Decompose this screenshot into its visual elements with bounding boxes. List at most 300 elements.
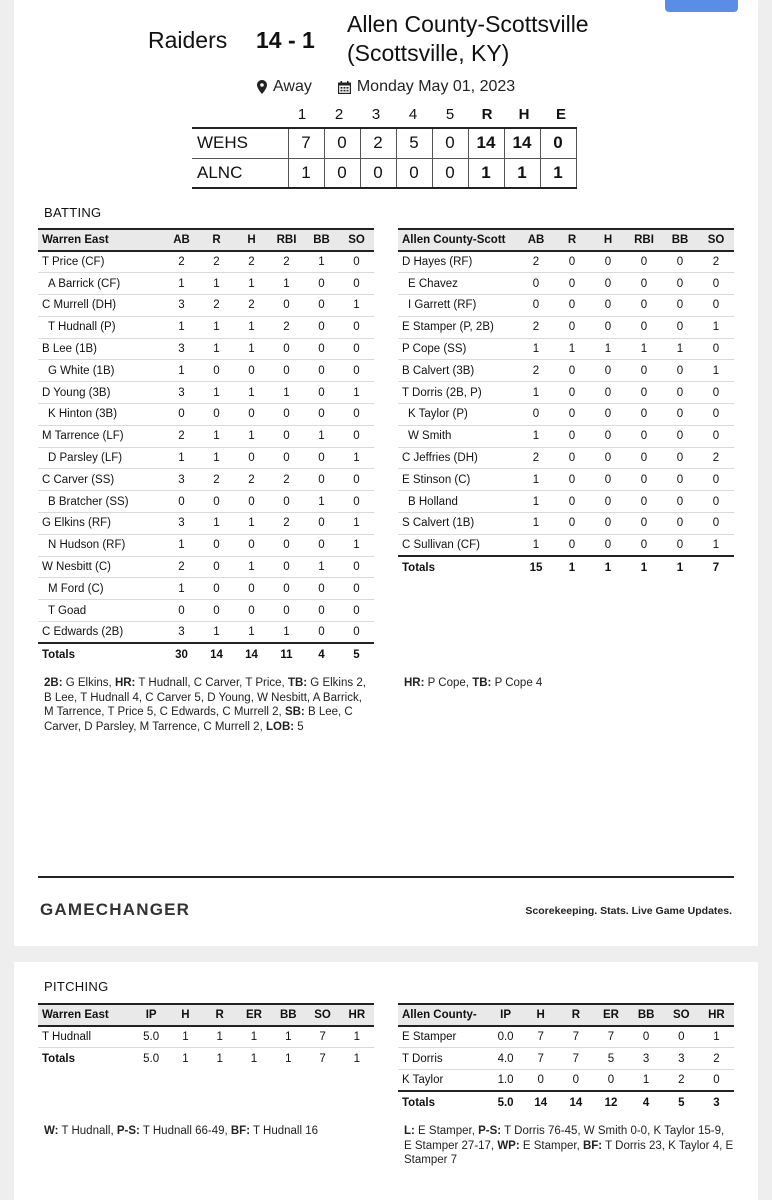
game-date: Monday May 01, 2023 xyxy=(356,78,516,95)
column-header-rbi: RBI xyxy=(626,229,662,251)
stat-value: 7 xyxy=(558,1026,593,1048)
note-label: HR: xyxy=(114,677,136,689)
stat-value: 1 xyxy=(199,447,234,469)
inning-score: 0 xyxy=(432,158,468,188)
total-value: 1 xyxy=(271,1048,305,1070)
stat-value: 1 xyxy=(237,1026,271,1048)
game-info xyxy=(257,78,515,96)
player-name: C Sullivan (CF) xyxy=(398,534,518,556)
stat-value: 1 xyxy=(164,273,199,295)
stat-value: 0 xyxy=(339,491,374,513)
player-row xyxy=(398,469,734,491)
stat-value: 2 xyxy=(234,469,269,491)
stat-value: 0 xyxy=(234,600,269,622)
linescore-row xyxy=(192,128,576,158)
note-label: HR: xyxy=(404,677,425,689)
stat-value: 1 xyxy=(234,425,269,447)
stat-value: 0 xyxy=(590,295,626,317)
stat-value: 3 xyxy=(164,338,199,360)
column-header-h: H xyxy=(590,229,626,251)
total-value: 15 xyxy=(518,556,554,578)
player-row xyxy=(398,534,734,556)
stat-value: 0 xyxy=(554,447,590,469)
inning-score: 0 xyxy=(324,128,360,158)
total-value: 11 xyxy=(269,643,304,665)
stat-value: 0 xyxy=(234,491,269,513)
stat-value: 0 xyxy=(234,360,269,382)
stat-value: 0 xyxy=(698,404,734,426)
stat-value: 0 xyxy=(554,404,590,426)
stat-value: 0 xyxy=(199,404,234,426)
stat-value: 1 xyxy=(199,622,234,644)
total-value: 5.0 xyxy=(488,1091,523,1113)
team-name: Raiders xyxy=(148,27,228,53)
note-text: G Elkins 2, B Lee, T Hudnall 4, C Carver 5, D Young, W Nesbitt, A Barrick, M Tarrence, T Price 5, C Edwards, C Murrell 2, xyxy=(44,677,366,718)
opponent-name-line1: Allen County-Scottsville xyxy=(347,11,589,37)
total-value: 1 xyxy=(237,1048,271,1070)
note-text: T Dorris 76-45, W Smith 0-0, K Taylor 15-9, E Stamper 27-17, xyxy=(404,1125,725,1152)
stat-value: 0 xyxy=(590,447,626,469)
pitching-title: PITCHING xyxy=(44,979,109,994)
player-row xyxy=(38,1026,374,1048)
stat-value: 2 xyxy=(199,251,234,273)
stat-value: 1 xyxy=(234,382,269,404)
inning-score: 5 xyxy=(396,128,432,158)
note-label: P-S: xyxy=(478,1125,502,1137)
stat-value: 0 xyxy=(662,491,698,513)
note-text: T Hudnall 16 xyxy=(250,1125,319,1137)
stat-value: 5.0 xyxy=(134,1026,168,1048)
player-row xyxy=(38,382,374,404)
stat-value: 0 xyxy=(164,491,199,513)
stat-value: 0 xyxy=(164,404,199,426)
stat-value: 0 xyxy=(590,425,626,447)
stat-value: 0 xyxy=(304,360,339,382)
column-header-so: SO xyxy=(305,1004,339,1026)
player-name: B Lee (1B) xyxy=(38,338,164,360)
player-row xyxy=(38,360,374,382)
stat-value: 0 xyxy=(590,404,626,426)
inning-2-header: 2 xyxy=(334,106,344,123)
player-row xyxy=(38,338,374,360)
stat-value: 1 xyxy=(199,316,234,338)
stat-value: 1 xyxy=(518,534,554,556)
stat-value: 2 xyxy=(269,513,304,535)
stat-value: 0 xyxy=(554,273,590,295)
stat-value: 0 xyxy=(698,338,734,360)
column-header-h: H xyxy=(168,1004,202,1026)
totals-row xyxy=(398,556,734,578)
inning-4-header: 4 xyxy=(408,106,418,123)
player-row xyxy=(398,1026,734,1048)
player-name: E Chavez xyxy=(398,273,518,295)
note-label: LOB: xyxy=(265,720,295,733)
stat-value: 1 xyxy=(339,534,374,556)
stat-value: 2 xyxy=(664,1070,699,1092)
stat-value: 0 xyxy=(558,1070,593,1092)
stat-value: 0 xyxy=(269,556,304,578)
player-row xyxy=(398,404,734,426)
stat-value: 0 xyxy=(304,338,339,360)
stat-value: 1 xyxy=(269,622,304,644)
inning-1-header: 1 xyxy=(297,106,307,123)
batting-table-home xyxy=(38,228,374,665)
note-label: W: xyxy=(44,1125,59,1137)
total-value: 7 xyxy=(698,556,734,578)
stat-value: 1 xyxy=(234,273,269,295)
player-name: E Stamper xyxy=(398,1026,488,1048)
player-name: M Tarrence (LF) xyxy=(38,425,164,447)
stat-value: 3 xyxy=(629,1048,664,1070)
stat-value: 0 xyxy=(269,425,304,447)
total-value: 14 xyxy=(199,643,234,665)
player-row xyxy=(38,622,374,644)
player-name: T Goad xyxy=(38,600,164,622)
column-header-so: SO xyxy=(339,229,374,251)
player-name: T Hudnall (P) xyxy=(38,316,164,338)
stat-value: 1 xyxy=(699,1026,734,1048)
errors-header: E xyxy=(555,106,566,123)
stat-value: 2 xyxy=(698,447,734,469)
stat-value: 0 xyxy=(199,600,234,622)
stat-value: 0 xyxy=(554,425,590,447)
player-name: W Nesbitt (C) xyxy=(38,556,164,578)
stat-value: 2 xyxy=(164,251,199,273)
stat-value: 7 xyxy=(523,1048,558,1070)
note-text: T Hudnall, C Carver, T Price, xyxy=(135,677,288,689)
player-name: B Holland xyxy=(398,491,518,513)
player-name: B Bratcher (SS) xyxy=(38,491,164,513)
column-header-bb: BB xyxy=(629,1004,664,1026)
stat-value: 0 xyxy=(554,295,590,317)
stat-value: 0 xyxy=(269,600,304,622)
stat-value: 0 xyxy=(662,251,698,273)
stat-value: 3 xyxy=(164,622,199,644)
total-value: 4 xyxy=(304,643,339,665)
stat-value: 3 xyxy=(164,513,199,535)
stat-value: 1 xyxy=(662,338,698,360)
stat-value: 0 xyxy=(626,316,662,338)
total-value: 3 xyxy=(699,1091,734,1113)
batting-notes-home xyxy=(44,676,374,734)
stat-value: 0 xyxy=(269,295,304,317)
pitching-notes-home xyxy=(44,1124,374,1139)
stat-value: 2 xyxy=(164,425,199,447)
stat-value: 0 xyxy=(662,447,698,469)
totals-label: Totals xyxy=(398,556,518,578)
player-row xyxy=(398,338,734,360)
boxscore-page-2 xyxy=(14,962,758,1200)
stat-value: 1 xyxy=(340,1026,374,1048)
stat-value: 0 xyxy=(269,360,304,382)
stat-value: 0 xyxy=(590,273,626,295)
stat-value: 0 xyxy=(199,556,234,578)
stat-value: 0 xyxy=(626,382,662,404)
stat-value: 0 xyxy=(304,404,339,426)
totals-row xyxy=(38,1048,374,1070)
stat-value: 0 xyxy=(304,316,339,338)
column-header-ip: IP xyxy=(134,1004,168,1026)
stat-value: 0 xyxy=(554,360,590,382)
note-text: P Cope, xyxy=(424,677,473,689)
stat-value: 0 xyxy=(234,578,269,600)
stat-value: 1 xyxy=(304,556,339,578)
stat-value: 0 xyxy=(662,425,698,447)
player-row xyxy=(398,316,734,338)
stat-value: 0 xyxy=(626,534,662,556)
stat-value: 0 xyxy=(339,360,374,382)
total-value: 7 xyxy=(305,1048,339,1070)
stat-value: 0 xyxy=(698,469,734,491)
stat-value: 0 xyxy=(269,534,304,556)
player-row xyxy=(398,1070,734,1092)
stat-value: 7 xyxy=(305,1026,339,1048)
player-row xyxy=(38,295,374,317)
stat-value: 1 xyxy=(168,1026,202,1048)
stat-value: 0 xyxy=(269,447,304,469)
stat-value: 0 xyxy=(518,404,554,426)
player-name: D Hayes (RF) xyxy=(398,251,518,273)
note-text: G Elkins, xyxy=(62,677,115,689)
stat-value: 1 xyxy=(164,534,199,556)
stat-value: 2 xyxy=(518,360,554,382)
stat-value: 0 xyxy=(626,273,662,295)
stat-value: 0 xyxy=(518,295,554,317)
stat-value: 0 xyxy=(662,273,698,295)
stat-value: 0 xyxy=(590,469,626,491)
column-header-ab: AB xyxy=(518,229,554,251)
stat-value: 0 xyxy=(590,360,626,382)
stat-value: 5 xyxy=(593,1048,628,1070)
stat-value: 0 xyxy=(554,382,590,404)
stat-value: 2 xyxy=(199,295,234,317)
stat-value: 0 xyxy=(590,251,626,273)
footer-tagline: Scorekeeping. Stats. Live Game Updates. xyxy=(525,905,732,917)
stat-value: 0 xyxy=(662,404,698,426)
stat-value: 3 xyxy=(164,382,199,404)
stat-value: 1 xyxy=(518,338,554,360)
player-row xyxy=(398,273,734,295)
stat-value: 1 xyxy=(271,1026,305,1048)
player-row xyxy=(398,1048,734,1070)
inning-score: 0 xyxy=(324,158,360,188)
player-name: K Taylor (P) xyxy=(398,404,518,426)
player-row xyxy=(38,513,374,535)
stat-value: 0 xyxy=(626,491,662,513)
stat-value: 0 xyxy=(518,273,554,295)
player-row xyxy=(398,513,734,535)
linescore-team: ALNC xyxy=(192,158,288,188)
total-value: 1 xyxy=(340,1048,374,1070)
stat-value: 0 xyxy=(626,295,662,317)
errors-total: 0 xyxy=(540,128,576,158)
total-value: 30 xyxy=(164,643,199,665)
stat-value: 1 xyxy=(518,491,554,513)
player-row xyxy=(38,534,374,556)
column-header-ip: IP xyxy=(488,1004,523,1026)
stat-value: 1 xyxy=(269,382,304,404)
stat-value: 0 xyxy=(523,1070,558,1092)
stat-value: 0 xyxy=(698,382,734,404)
stat-value: 1 xyxy=(203,1026,237,1048)
linescore-team: WEHS xyxy=(192,128,288,158)
stat-value: 0 xyxy=(554,513,590,535)
stat-value: 3 xyxy=(664,1048,699,1070)
header-row xyxy=(38,1004,374,1026)
stat-value: 2 xyxy=(518,447,554,469)
stat-value: 0 xyxy=(590,382,626,404)
note-text: E Stamper, xyxy=(519,1139,583,1152)
stat-value: 2 xyxy=(698,251,734,273)
player-row xyxy=(38,491,374,513)
team-column-header: Warren East xyxy=(38,229,164,251)
player-row xyxy=(38,273,374,295)
totals-row xyxy=(398,1091,734,1113)
stat-value: 0 xyxy=(554,534,590,556)
stat-value: 0 xyxy=(662,382,698,404)
stat-value: 1 xyxy=(199,382,234,404)
player-name: C Murrell (DH) xyxy=(38,295,164,317)
player-row xyxy=(38,556,374,578)
stat-value: 1 xyxy=(629,1070,664,1092)
stat-value: 0 xyxy=(304,469,339,491)
boxscore-page-1 xyxy=(14,0,758,946)
stat-value: 1 xyxy=(590,338,626,360)
stat-value: 1 xyxy=(339,447,374,469)
total-value: 5 xyxy=(664,1091,699,1113)
inning-3-header: 3 xyxy=(371,106,381,123)
stat-value: 1.0 xyxy=(488,1070,523,1092)
stat-value: 0 xyxy=(626,251,662,273)
stat-value: 1 xyxy=(164,578,199,600)
pitching-table-home xyxy=(38,1003,374,1070)
stat-value: 2 xyxy=(234,251,269,273)
header-row xyxy=(38,229,374,251)
stat-value: 1 xyxy=(698,360,734,382)
stat-value: 1 xyxy=(626,338,662,360)
player-name: K Taylor xyxy=(398,1070,488,1092)
stat-value: 1 xyxy=(199,273,234,295)
total-value: 14 xyxy=(558,1091,593,1113)
stat-value: 1 xyxy=(518,382,554,404)
stat-value: 0 xyxy=(626,469,662,491)
stat-value: 1 xyxy=(339,382,374,404)
column-header-h: H xyxy=(234,229,269,251)
player-row xyxy=(398,447,734,469)
note-text: T Dorris 23, K Taylor 4, E Stamper 7 xyxy=(404,1139,734,1166)
player-row xyxy=(398,251,734,273)
stat-value: 1 xyxy=(164,447,199,469)
stat-value: 1 xyxy=(304,425,339,447)
player-row xyxy=(38,600,374,622)
player-name: T Price (CF) xyxy=(38,251,164,273)
opponent-name-line2: (Scottsville, KY) xyxy=(347,40,510,66)
linescore-table xyxy=(192,127,577,189)
player-row xyxy=(398,295,734,317)
stat-value: 0 xyxy=(339,273,374,295)
stat-value: 0 xyxy=(626,425,662,447)
player-row xyxy=(38,404,374,426)
note-label: WP: xyxy=(497,1139,520,1152)
player-row xyxy=(398,491,734,513)
column-header-r: R xyxy=(203,1004,237,1026)
player-name: D Parsley (LF) xyxy=(38,447,164,469)
player-name: C Jeffries (DH) xyxy=(398,447,518,469)
stat-value: 0 xyxy=(554,469,590,491)
player-row xyxy=(38,469,374,491)
player-name: E Stinson (C) xyxy=(398,469,518,491)
total-value: 5 xyxy=(339,643,374,665)
stat-value: 1 xyxy=(518,513,554,535)
column-header-bb: BB xyxy=(304,229,339,251)
total-value: 14 xyxy=(234,643,269,665)
stat-value: 0 xyxy=(590,316,626,338)
stat-value: 1 xyxy=(164,316,199,338)
inning-score: 0 xyxy=(432,128,468,158)
inning-score: 0 xyxy=(396,158,432,188)
stat-value: 0 xyxy=(234,404,269,426)
total-value: 4 xyxy=(629,1091,664,1113)
player-name: G Elkins (RF) xyxy=(38,513,164,535)
column-header-so: SO xyxy=(664,1004,699,1026)
stat-value: 0 xyxy=(554,251,590,273)
stat-value: 1 xyxy=(164,360,199,382)
stat-value: 7 xyxy=(558,1048,593,1070)
player-name: T Hudnall xyxy=(38,1026,134,1048)
stat-value: 0 xyxy=(590,534,626,556)
stat-value: 1 xyxy=(199,425,234,447)
stat-value: 0 xyxy=(304,273,339,295)
stat-value: 0 xyxy=(304,295,339,317)
stat-value: 2 xyxy=(269,316,304,338)
stat-value: 0 xyxy=(199,491,234,513)
note-text: P Cope 4 xyxy=(491,677,543,689)
stat-value: 0 xyxy=(698,513,734,535)
column-header-hr: HR xyxy=(699,1004,734,1026)
hits-header: H xyxy=(518,106,530,123)
totals-label: Totals xyxy=(38,643,164,665)
column-header-bb: BB xyxy=(271,1004,305,1026)
runs-header: R xyxy=(481,106,493,123)
stat-value: 0 xyxy=(304,534,339,556)
player-row xyxy=(398,382,734,404)
calendar-icon xyxy=(338,81,351,94)
header-row xyxy=(398,1004,734,1026)
column-header-er: ER xyxy=(593,1004,628,1026)
stat-value: 0 xyxy=(304,447,339,469)
stat-value: 0 xyxy=(339,404,374,426)
note-label: TB: xyxy=(472,677,492,689)
total-value: 1 xyxy=(168,1048,202,1070)
team-column-header: Allen County-Scott xyxy=(398,229,518,251)
team-column-header: Warren East xyxy=(38,1004,134,1026)
player-name: K Hinton (3B) xyxy=(38,404,164,426)
stat-value: 2 xyxy=(269,469,304,491)
stat-value: 0 xyxy=(698,425,734,447)
stat-value: 1 xyxy=(554,338,590,360)
note-label: BF: xyxy=(230,1125,251,1137)
stat-value: 2 xyxy=(164,556,199,578)
pitching-table-away xyxy=(398,1003,734,1113)
team-column-header: Allen County- xyxy=(398,1004,488,1026)
hits-total: 1 xyxy=(504,158,540,188)
stat-value: 3 xyxy=(164,469,199,491)
header-row xyxy=(398,229,734,251)
player-name: T Dorris (2B, P) xyxy=(398,382,518,404)
footer-divider xyxy=(38,876,734,878)
note-label: 2B: xyxy=(44,677,63,689)
stat-value: 0 xyxy=(304,382,339,404)
